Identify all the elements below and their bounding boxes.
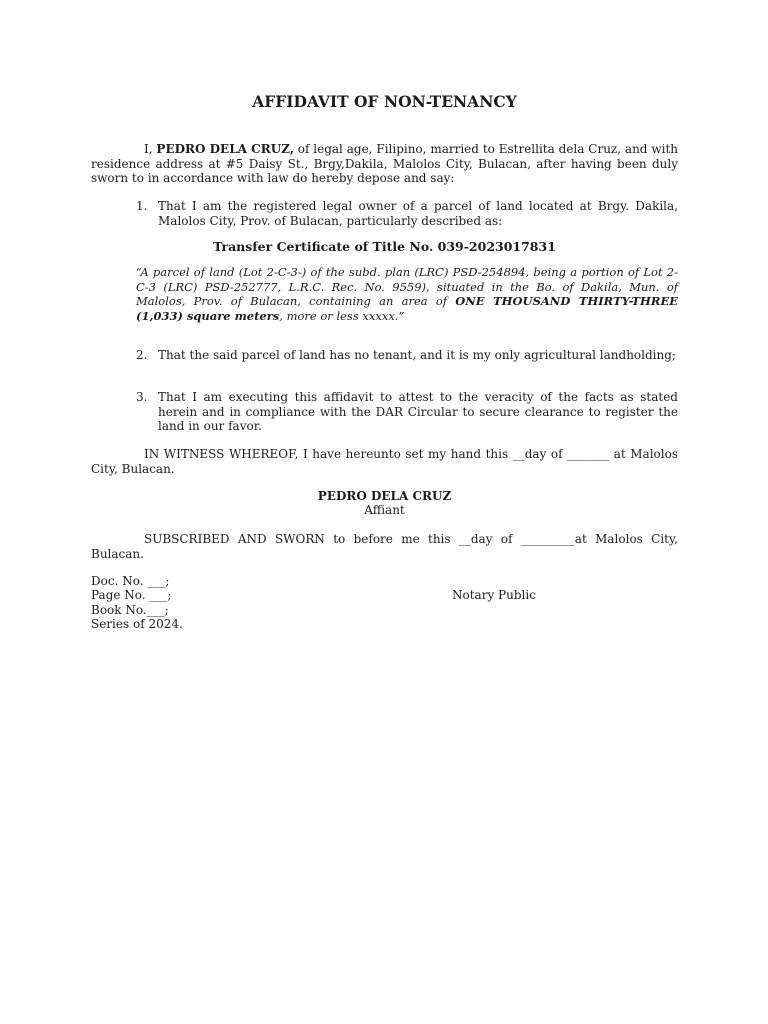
series-year: Series of 2024. (91, 617, 183, 631)
witness-text: IN WITNESS WHEREOF, I have hereunto set my hand this __day of _______ at Malolos City, Bulacan. (91, 447, 678, 476)
intro-text: of legal age, Filipino, married to Estrellita dela Cruz, and with residence address at #5 Daisy St., Brgy,Dakila, Malolos City, Bulacan, after having been duly sworn to in accordance with law do hereby depose and say: (91, 142, 678, 185)
land-description (136, 265, 678, 323)
item-number: 1. (136, 199, 148, 213)
item-number: 3. (136, 390, 148, 404)
affiant-name: PEDRO DELA CRUZ (317, 489, 452, 503)
notary-public-label: Notary Public (452, 588, 536, 602)
page-number: Page No. ___; (91, 588, 172, 602)
description-area: ONE THOUSAND THIRTY-THREE (1,033) square meters (136, 294, 679, 323)
affiant-name-inline: PEDRO DELA CRUZ, (156, 142, 294, 156)
subscribed-paragraph (91, 532, 678, 561)
list-item (136, 348, 678, 363)
doc-number: Doc. No. ___; (91, 574, 170, 588)
item-number: 2. (136, 348, 148, 362)
intro-prefix: I, (144, 142, 157, 156)
item-text: That I am the registered legal owner of a parcel of land located at Brgy. Dakila, Malolos City, Prov. of Bulacan, particularly described as: (158, 199, 678, 228)
description-text: “A parcel of land (Lot 2-C-3-) of the subd. plan (LRC) PSD-254894, being a portion of Lot 2-C-3 (LRC) PSD-252777, L.R.C. Rec. No. 9559), situated in the Bo. of Dakila, Mun. of Malolos, Prov. of Bulacan, containing an area of (136, 265, 678, 308)
item-text: That I am executing this affidavit to attest to the veracity of the facts as stated herein and in compliance with the DAR Circular to secure clearance to register the land in our favor. (158, 390, 678, 433)
witness-paragraph (91, 447, 678, 476)
item-text: That the said parcel of land has no tenant, and it is my only agricultural landholding; (158, 348, 676, 362)
document-title: AFFIDAVIT OF NON-TENANCY (252, 92, 517, 111)
book-number: Book No.___; (91, 603, 169, 617)
list-item (136, 390, 678, 434)
title-certificate-heading: Transfer Certificate of Title No. 039-2023017831 (213, 239, 556, 254)
affiant-label: Affiant (364, 503, 405, 517)
intro-paragraph (91, 142, 678, 186)
list-item (136, 199, 678, 228)
description-end: , more or less xxxxx.” (279, 308, 405, 323)
subscribed-text: SUBSCRIBED AND SWORN to before me this __day of _________at Malolos City, Bulacan. (91, 532, 678, 561)
